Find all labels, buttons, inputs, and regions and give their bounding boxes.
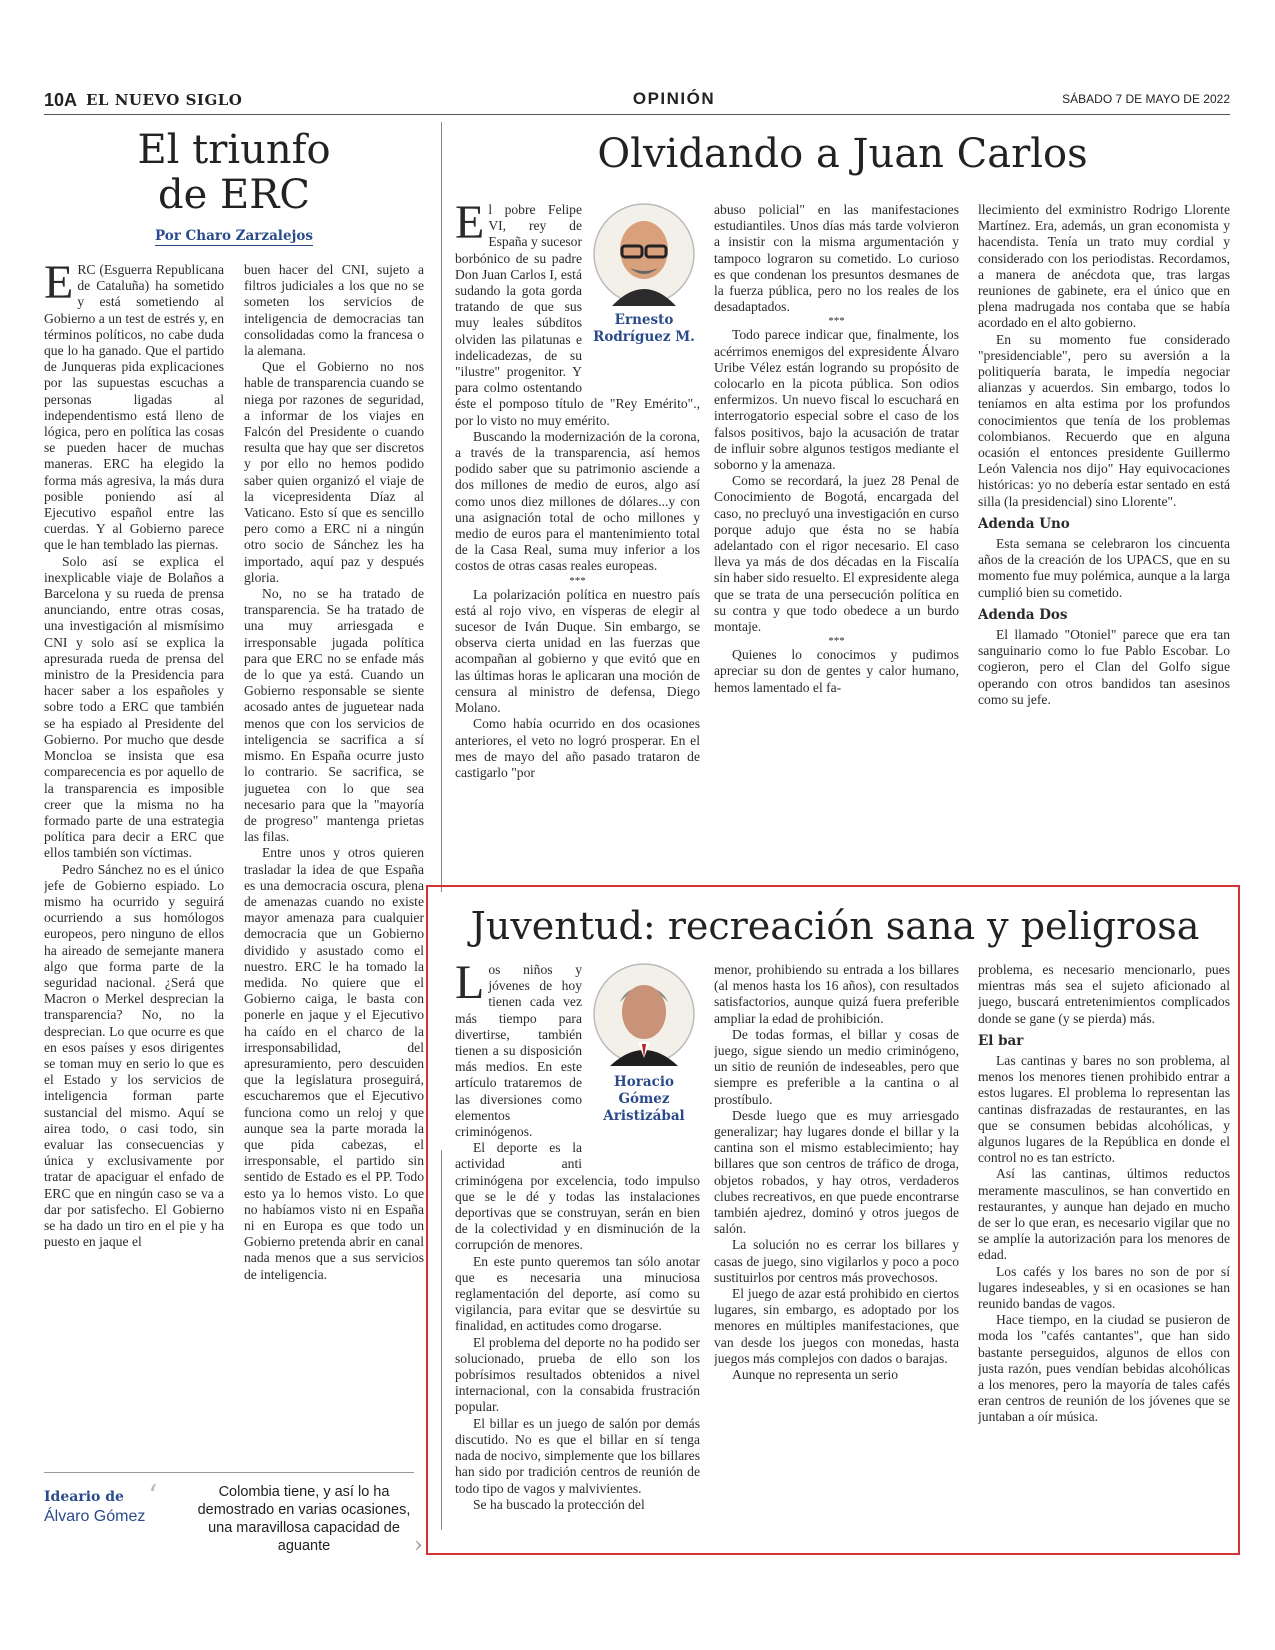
ideario-box bbox=[44, 1472, 423, 1558]
quote-open-icon: ‘ bbox=[148, 1479, 158, 1514]
subheading-adenda-dos: Adenda Dos bbox=[978, 606, 1068, 623]
separator-stars: *** bbox=[569, 574, 586, 587]
article3-title: Juventud: recreación sana y peligrosa bbox=[470, 904, 1200, 948]
newspaper-name: EL NUEVO SIGLO bbox=[86, 91, 243, 109]
author-photo bbox=[592, 962, 696, 1066]
author-photo-block bbox=[588, 202, 700, 380]
paragraph: Los cafés y los bares no son de por sí lugares indeseables, y si en ocasiones se han reunido bandas de vagos. bbox=[978, 1263, 1230, 1312]
paragraph: En su momento fue considerado "presidenciable", pero su aversión a la politiquería barata, le impedía negociar alianzas y acuerdos. Sin embargo, todos lo teníamos en alta estima por los profundos conocimientos que tenía de los problemas colombianos. Recuerdo que en alguna ocasión el entonces presidente Guillermo León Valencia nos dijo" Hay equivocaciones históricas: yo no debería estar sentado en está silla (la presidencial) sino Llorente". bbox=[978, 331, 1230, 509]
article2-column-3 bbox=[978, 202, 1230, 874]
paragraph: Desde luego que es muy arriesgado generalizar; hay lugares donde el billar y la cantina son el mismo establecimiento; hay billares que son centros de tráfico de droga, objetos robados, y hay otros, verdaderos clubes recreativos, en que puede encontrarse también ajedrez, dominó y otros juegos de salón. bbox=[714, 1107, 959, 1237]
paragraph: Hace tiempo, en la ciudad se pusieron de moda los "cafés cantantes", que han sido bastante perseguidos, algunos de ellos con justa razón, pues vendían bebidas alcohólicas a los menores, pero la mayoría de tales cafés eran centros de reunión de los jóvenes que se juntaban a oír música. bbox=[978, 1312, 1230, 1425]
author-name-line1: Horacio bbox=[614, 1074, 674, 1090]
subheading-adenda-uno: Adenda Uno bbox=[978, 515, 1070, 532]
dropcap: E bbox=[44, 262, 74, 309]
paragraph: El deporte es la actividad anti criminógena por excelencia, todo impulso que se le dé y todas las instalaciones deportivas que se construyan, serán en bien de la colectividad y en disminución de la corrupción de menores. bbox=[455, 1140, 700, 1253]
issue-date: SÁBADO 7 DE MAYO DE 2022 bbox=[1062, 92, 1230, 106]
paragraph: Que el Gobierno no nos hable de transparencia cuando se niega por razones de seguridad, a informar de los viajes en Falcón del Presidente o cuando resulta que hay que ser discretos y por ello no hemos podido saber quien organizó el viaje de la vicepresidenta Díaz al Vaticano. Esto sí que es sencillo pero como a ERC ni a ningún otro socio de Sánchez les ha importado, aquí paz y después gloria. bbox=[244, 359, 424, 585]
paragraph: os niños y jóvenes de hoy tienen cada vez más tiempo para divertirse, también tienen a su disposición más medios. En este artículo trataremos de las diversiones como elementos criminógenos. bbox=[455, 962, 582, 1140]
article3-column-2 bbox=[714, 962, 959, 1542]
author-photo bbox=[592, 202, 696, 306]
paragraph: Pedro Sánchez no es el único jefe de Gobierno espiado. Lo mismo ha ocurrido y seguirá ocurriendo a sus homólogos europeos, pero ninguno de ellos ha aireado de semejante manera algo que forma parte de la seguridad nacional. ¿Será que Macron o Merkel desprecian la transparencia? No, no la desprecian. Lo que ocurre es que en esos países y esos dirigentes se toman muy en serio lo que es el Estado y los servicios de inteligencia forman parte sustancial del mismo. Aquí se airea todo, o casi todo, sin evaluar las consecuencias y única y exclusivamente por tratar de apaciguar el enfado de ERC que en ningún caso se va a dar por satisfecho. El Gobierno se ha dado un tiro en el pie y ha puesto en jaque el bbox=[44, 861, 224, 1250]
article2-column-1 bbox=[455, 202, 700, 874]
article2-title: Olvidando a Juan Carlos bbox=[597, 131, 1088, 177]
paragraph: La polarización política en nuestro país está al rojo vivo, en vísperas de elegir al sucesor de Iván Duque. Sin embargo, se observa cierta unidad en las fuerzas que acompañan al gobierno y que evitó que en las últimas horas le aplicaran una moción de censura al ministro de defensa, Diego Molano. bbox=[455, 586, 700, 716]
paragraph: De todas formas, el billar y cosas de juego, sigue siendo un medio criminógeno, un sitio de reunión de indeseables, pero que siempre es preferible a la cantina o al prostíbulo. bbox=[714, 1026, 959, 1107]
author-name-line2: Gómez bbox=[618, 1091, 670, 1107]
page-masthead bbox=[44, 88, 1230, 115]
subheading-el-bar: El bar bbox=[978, 1032, 1024, 1049]
article1-column-2 bbox=[244, 262, 424, 1472]
article1-byline bbox=[44, 228, 424, 244]
paragraph: Las cantinas y bares no son problema, al menos los menores tienen prohibido entrar a estos lugares. El problema lo representan las cantinas disfrazadas de restaurantes, en las que se consumen bebidas alcohólicas, y algunos lugares de la República en donde el control no es tan estricto. bbox=[978, 1053, 1230, 1166]
article1-byline-text: Por Charo Zarzalejos bbox=[154, 228, 314, 244]
article1-title bbox=[44, 128, 424, 218]
paragraph: Solo así se explica el inexplicable viaje de Bolaños a Barcelona y su rueda de prensa anunciando, entre otras cosas, una investigación al mismísimo CNI y solo así se explica la apresurada rueda de prensa del ministro de la Presidencia para hacer saber a los españoles y sobre todo a ERC que también se ha espiado al Presidente del Gobierno. Por mucho que desde Moncloa se insista que esa comparecencia es por aquello de la transparencia es imposible creer que la misma no ha formado parte de una estrategia política para decir a ERC que ellos también son víctimas. bbox=[44, 553, 224, 861]
section-title: OPINIÓN bbox=[632, 89, 716, 108]
paragraph: Buscando la modernización de la corona, a través de la transparencia, así hemos podido saber que su patrimonio asciende a dos millones de medio de euros, algo así como unos diez millones de dólares...y con una asignación total de ocho millones y medio de euros para el mantenimiento total de la Casa Real, suma muy inferior a los costos de otras casas reales europeas. bbox=[455, 428, 700, 574]
author-name-line2: Rodríguez M. bbox=[593, 329, 695, 345]
paragraph: La solución no es cerrar los billares y casas de juego, sino vigilarlos y poco a poco sustituirlos por centros más provechosos. bbox=[714, 1237, 959, 1285]
paragraph: Aunque no representa un serio bbox=[732, 1367, 899, 1383]
paragraph: Como se recordará, la juez 28 Penal de Conocimiento de Bogotá, encargada del caso, no precluyó una investigación en curso porque adujo que ésta no se había adelantado con el rigor necesario. El caso lleva ya más de dos décadas en la Fiscalía sin haber sido resuelto. El expresidente alega que se trata de una persecución política en su contra y que todo obedece a un burdo montaje. bbox=[714, 473, 959, 635]
paragraph: RC (Esguerra Republicana de Cataluña) ha sometido y está sometiendo al Gobierno a un test de estrés y, en términos políticos, no cabe duda que lo ha ganado. Que el partido de Junqueras pida explicaciones por las supuestas escuchas a personas ligadas al independentismo está lleno de lógica, pero en política las cosas se pueden hacer de muchas maneras. ERC ha elegido la forma más agresiva, la más dura posible poniendo así al Ejecutivo español entre las cuerdas. Y al Gobierno parece que le han temblado las piernas. bbox=[44, 262, 224, 553]
paragraph: El juego de azar está prohibido en ciertos lugares, sin embargo, es adoptado por los menores en múltiples manifestaciones, que van desde los juegos con monedas, hasta juegos más complejos con dados o barajas. bbox=[714, 1286, 959, 1366]
dropcap: L bbox=[455, 962, 485, 1009]
ideario-label bbox=[44, 1487, 145, 1527]
paragraph: buen hacer del CNI, sujeto a filtros judiciales a los que no se someten los servicios de inteligencia de democracias tan consolidadas como la francesa o la alemana. bbox=[244, 262, 424, 359]
chevron-right-icon: › bbox=[414, 1533, 423, 1558]
paragraph: No, no se ha tratado de transparencia. Se ha tratado de una muy arriesgada e irresponsable jugada política para que ERC no se enfade más de lo que ya está. Cuando un Gobierno responsable se siente acosado antes de juguetear nada menos que con los servicios de inteligencia se sacrifica a sí mismo. En España ocurre justo lo contrario. Se sacrifica, se juguetea con lo que sea necesario para que la "mayoría de progreso" mantenga prietas las filas. bbox=[244, 586, 424, 845]
author-name-line3: Aristizábal bbox=[603, 1108, 685, 1124]
page-number: 10A bbox=[44, 90, 78, 110]
ideario-label-text: Ideario de bbox=[44, 1489, 124, 1505]
article3-column-3 bbox=[978, 962, 1230, 1542]
article1-title-line1: El triunfo bbox=[137, 127, 331, 173]
separator-stars: *** bbox=[828, 315, 845, 328]
paragraph: Todo parece indicar que, finalmente, los acérrimos enemigos del expresidente Álvaro Uribe Vélez están logrando su propósito de colocarlo en la picota pública. Son odios enfermizos. Un nuevo fiscal lo escuchará en interrogatorio especial sobre el caso de los falsos positivos, bajo la acusación de tratar de influir sobre algunos testigos mediante el soborno y la amenaza. bbox=[714, 327, 959, 473]
paragraph: Esta semana se celebraron los cincuenta años de la creación de los UPACS, que en su momento fue muy polémica, aunque a la larga cumplió bien su cometido. bbox=[978, 536, 1230, 600]
paragraph: problema, es necesario mencionarlo, pues mientras más sea el sujeto aficionado al juego, buscará entretenimientos complicados donde se gane (y se pierda) más. bbox=[978, 962, 1230, 1026]
article3-column-1 bbox=[455, 962, 700, 1542]
paragraph: Así las cantinas, últimos reductos meramente masculinos, se han convertido en restaurantes, y aunque han dejado en mucho de ser lo que eran, es necesario vigilar que no se amplíe la autorización para los menores de edad. bbox=[978, 1166, 1230, 1263]
article2-column-2 bbox=[714, 202, 959, 874]
column-divider bbox=[441, 122, 442, 892]
paragraph: El llamado "Otoniel" parece que era tan sanguinario como lo fue Pablo Escobar. Lo cogieron, pero el Clan del Golfo sigue operando con otros bandidos tan asesinos como su jefe. bbox=[978, 627, 1230, 707]
paragraph: llecimiento del exministro Rodrigo Llorente Martínez. Era, además, un gran economista y hacendista. Tenía un trato muy cordial y considerado con los periodistas. Recordamos, a manera de anécdota que, tras largas reuniones de gabinete, era el único que en plena madrugada nos contaba que se había acordado en el alto gobierno. bbox=[978, 202, 1230, 331]
author-name-line1: Ernesto bbox=[614, 312, 674, 328]
author-photo-block bbox=[588, 962, 700, 1164]
article1-column-1 bbox=[44, 262, 224, 1472]
separator-stars: *** bbox=[828, 635, 845, 648]
paragraph: El billar es un juego de salón por demás discutido. No es que el billar en sí tenga nada de nocivo, simplemente que los billares han sido por tradición centros de reunión de todo tipo de vagos y malvivientes. bbox=[455, 1415, 700, 1496]
article1-title-line2: de ERC bbox=[158, 172, 310, 219]
paragraph: Como había ocurrido en dos ocasiones anteriores, el veto no logró prosperar. En el mes de mayo del año pasado trataron de castigarlo "por bbox=[455, 716, 700, 780]
ideario-quote: Colombia tiene, y así lo ha demostrado en varias ocasiones, una maravillosa capacidad de aguante bbox=[197, 1484, 411, 1554]
paragraph: menor, prohibiendo su entrada a los billares (al menos hasta los 16 años), con resultados satisfactorios, aunque quizá fuera preferible ampliar la edad de prohibición. bbox=[714, 962, 959, 1026]
paragraph: Quienes lo conocimos y pudimos apreciar su don de gentes y calor humano, hemos lamentado el fa- bbox=[714, 647, 959, 695]
paragraph: l pobre Felipe VI, rey de España y sucesor borbónico de su padre Don Juan Carlos I, está sudando la gota gorda tratando de que sus muy leales súbditos olviden las pilatunas e indelicadezas, de su "ilustre" progenitor. Y para colmo ostentando éste el pomposo título de "Rey Emérito"., por lo visto no muy emérito. bbox=[455, 202, 700, 428]
paragraph: Se ha buscado la protección del bbox=[473, 1496, 645, 1512]
ideario-author: Álvaro Gómez bbox=[44, 1508, 146, 1525]
paragraph: El problema del deporte no ha podido ser solucionado, prueba de ello son los pobrísimos resultados obtenidos a nivel internacional, con la consabida frustración popular. bbox=[455, 1334, 700, 1415]
paragraph: Entre unos y otros quieren trasladar la idea de que España es una democracia oscura, plena de amenazas cuando no existe mayor amenaza para cualquier democracia que un Gobierno dividido y asustado como el nuestro. ERC le ha tomado la medida. No quiere que el Gobierno caiga, le basta con ponerle en jaque y el Ejecutivo ha caído en el charco de la irresponsabilidad, del apresuramiento, pero descuiden que la legislatura proseguirá, escucharemos que el Ejecutivo funciona como un reloj y que aunque sea la parte morada la que pida cabezas, el irresponsable, el partido sin sentido de Estado es el PP. Todo esto ya lo hemos visto. Lo que no habíamos visto ni en España ni en Europa es que todo un Gobierno pretenda abrir en canal nada menos que a sus servicios de inteligencia. bbox=[244, 845, 424, 1282]
dropcap: E bbox=[455, 202, 485, 249]
paragraph: En este punto queremos tan sólo anotar que es necesaria una minuciosa reglamentación del deporte, así como su vigilancia, para evitar que se desvirtúe su finalidad, en actitudes como drogarse. bbox=[455, 1253, 700, 1334]
paragraph: abuso policial" en las manifestaciones estudiantiles. Unos días más tarde volvieron a insistir con la misma argumentación y tampoco lograron su cometido. Lo curioso es que condenan los presuntos desmanes de la fuerza pública, pero no los reales de los desadaptados. bbox=[714, 202, 959, 315]
